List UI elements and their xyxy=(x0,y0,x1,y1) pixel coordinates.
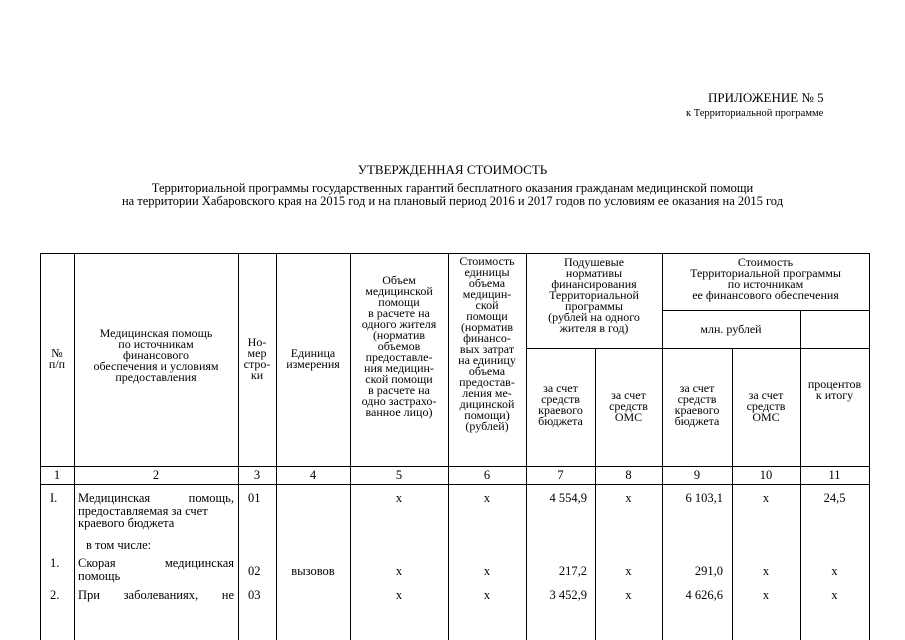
row-name: помощь xyxy=(78,569,121,583)
header-per-capita-oms: за счет средств ОМС xyxy=(609,388,648,424)
table-border-top xyxy=(40,253,870,254)
column-number: 4 xyxy=(309,468,317,482)
column-number: 3 xyxy=(253,468,261,482)
row-volume: х xyxy=(395,491,403,505)
header-total-oms: за счет средств ОМС xyxy=(746,388,786,424)
row-total-budget: 4 626,6 xyxy=(685,588,723,602)
row-percent: 24,5 xyxy=(823,491,846,505)
row-name: Скорая медицинская xyxy=(78,556,234,570)
row-name: краевого бюджета xyxy=(78,516,175,530)
column-number: 11 xyxy=(828,468,841,482)
row-volume: х xyxy=(395,564,403,578)
table-rule xyxy=(40,466,870,467)
row-name: Медицинская помощь, xyxy=(78,491,234,505)
row-number: 1. xyxy=(50,556,60,570)
table-col-rule xyxy=(662,253,663,640)
row-name: При заболеваниях, не xyxy=(78,588,234,602)
header-percent: процентов к итогу xyxy=(807,377,862,402)
appendix-title: ПРИЛОЖЕНИЕ № 5 xyxy=(708,90,824,105)
row-volume: х xyxy=(395,588,403,602)
table-rule xyxy=(526,348,870,349)
row-per-capita-budget: 3 452,9 xyxy=(549,588,587,602)
row-line-number: 03 xyxy=(248,588,261,602)
column-number: 9 xyxy=(693,468,701,482)
row-total-budget: 291,0 xyxy=(694,564,723,578)
row-cost: х xyxy=(483,588,491,602)
column-number: 5 xyxy=(395,468,403,482)
row-number: 2. xyxy=(50,588,60,602)
table-rule xyxy=(40,484,870,485)
row-total-oms: х xyxy=(762,564,770,578)
header-per-capita-budget: за счет средств краевого бюджета xyxy=(538,381,583,428)
row-total-budget: 6 103,1 xyxy=(685,491,723,505)
header-total-cost: Стоимость Территориальной программы по источникам ее финансового обеспечения xyxy=(690,255,841,302)
header-unit-cost: Стоимость единицы объема медицин- ской помощи (норматив финансо- вых затрат на единицу объема предостав- ления ме- дицинской помощи) (рублей) xyxy=(458,254,516,433)
table-border-right xyxy=(869,253,870,640)
header-number: № п/п xyxy=(48,346,66,371)
row-per-capita-oms: х xyxy=(625,564,632,578)
row-line-number: 01 xyxy=(248,491,261,505)
appendix-subtitle: к Территориальной программе xyxy=(686,108,824,119)
row-percent: х xyxy=(831,564,838,578)
row-line-number: 02 xyxy=(248,564,261,578)
row-percent: х xyxy=(831,588,838,602)
header-total-budget: за счет средств краевого бюджета xyxy=(674,381,720,428)
column-number: 1 xyxy=(53,468,61,482)
column-number: 8 xyxy=(625,468,632,482)
row-cost: х xyxy=(483,564,491,578)
table-rule xyxy=(662,310,870,311)
table-col-rule xyxy=(238,253,239,640)
header-per-capita: Подушевые нормативы финансирования Территориальной программы (рублей на одного жителя в год) xyxy=(548,255,640,335)
header-mln-rub: млн. рублей xyxy=(700,322,762,336)
document-subtitle-line-1: Территориальной программы государственных гарантий бесплатного оказания гражданам медицинской помощи xyxy=(151,181,754,195)
document-subtitle-line-2: на территории Хабаровского края на 2015 год и на плановый период 2016 и 2017 годов по условиям ее оказания на 2015 год xyxy=(121,194,784,208)
document-title: УТВЕРЖДЕННАЯ СТОИМОСТЬ xyxy=(357,162,548,177)
column-number: 6 xyxy=(483,468,491,482)
row-unit: вызовов xyxy=(291,564,335,578)
row-subheading: в том числе: xyxy=(86,538,152,552)
row-number: I. xyxy=(50,491,58,505)
header-medical-care: Медицинская помощь по источникам финансового обеспечения и условиям предоставления xyxy=(93,326,219,384)
column-number: 7 xyxy=(557,468,564,482)
row-per-capita-budget: 4 554,9 xyxy=(549,491,587,505)
header-volume: Объем медицинской помощи в расчете на одного жителя (норматив объемов предоставле- ния медицин- ской помощи в расчете на одно застрахо- ванное лицо) xyxy=(361,273,437,419)
column-number: 10 xyxy=(759,468,773,482)
table-border-left xyxy=(40,253,41,640)
column-number: 2 xyxy=(152,468,160,482)
header-unit: Единица измерения xyxy=(286,346,340,371)
header-line-number: Но- мер стро- ки xyxy=(243,335,271,382)
table-col-rule xyxy=(276,253,277,640)
row-total-oms: х xyxy=(762,491,770,505)
row-name: предоставляемая за счет xyxy=(78,504,208,518)
row-per-capita-oms: х xyxy=(625,588,632,602)
row-total-oms: х xyxy=(762,588,770,602)
row-per-capita-oms: х xyxy=(625,491,632,505)
row-per-capita-budget: 217,2 xyxy=(558,564,587,578)
table-col-rule xyxy=(74,253,75,640)
row-cost: х xyxy=(483,491,491,505)
